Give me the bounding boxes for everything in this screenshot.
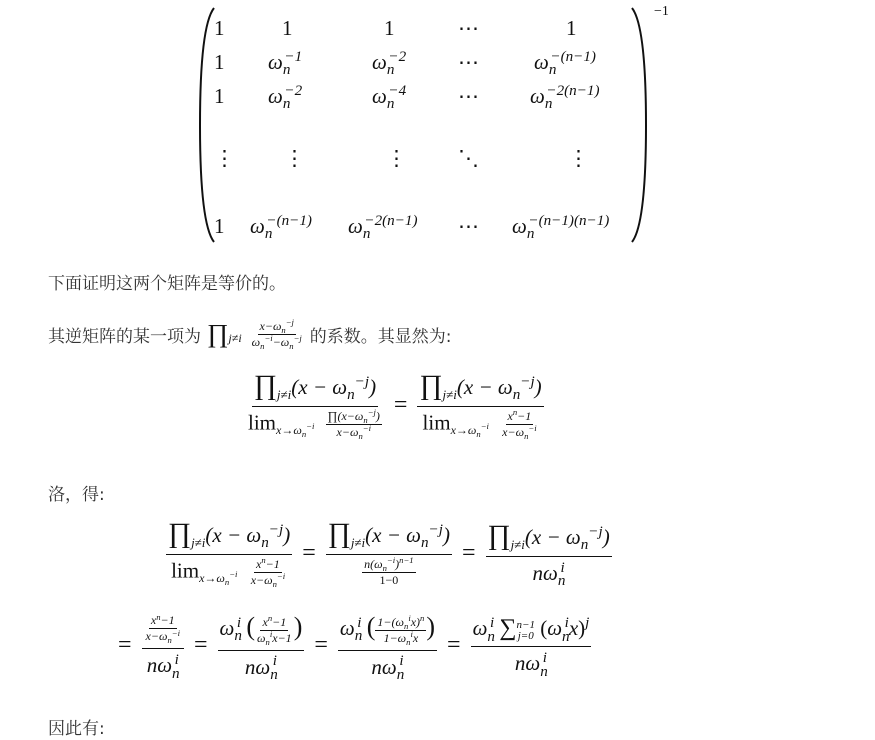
eq3-term-4: $\omega_n^i$ ∑ n−1 j=0 $(\omega_n^ix)^j$ $n\omega_n^i$ bbox=[472, 615, 590, 680]
matrix-cell-r1c1: $\omega_n^{-1}$ bbox=[268, 48, 303, 79]
inline-product-formula: ∏ j≠i $\frac{x-\omega_n^{-j}}{\omega_n^{-i}-\omega_n^{-j}}$ bbox=[207, 316, 302, 351]
eq2-term-3: $\frac{\prod_{j\ne i}(x - \omega_n^{-j})}{n\omega_n^i}$ bbox=[487, 520, 610, 590]
paragraph-coefficient-tail: 的系数。其显然为: bbox=[309, 326, 452, 347]
matrix-cell-r1c0: 1 bbox=[214, 50, 225, 74]
eq1-right-fraction: $\prod_{j\ne i}(x - \omega_n^{-j})$ $\lim_{x\to\omega_n^{-i}}$ $\frac{x^n-1}{x-\omega_n^{-i}}$ bbox=[419, 370, 542, 442]
matrix-cell-r3c3: ⋱ bbox=[458, 146, 479, 170]
matrix-cell-r4c3: ⋯ bbox=[458, 214, 479, 238]
equation-3 bbox=[118, 611, 591, 683]
inverse-matrix bbox=[196, 6, 676, 246]
eq3-term-1: $\frac{\frac{x^n-1}{x-\omega_n^{-i}}}{n\omega_n^i}$ bbox=[142, 613, 184, 678]
matrix-cell-r4c1: $\omega_n^{-(n-1)}$ bbox=[250, 212, 312, 243]
paragraph-lhopital: 洛，得: bbox=[48, 485, 105, 505]
matrix-cell-r1c3: ⋯ bbox=[458, 50, 479, 74]
paragraph-therefore: 因此有: bbox=[48, 719, 105, 739]
matrix-right-paren bbox=[628, 6, 650, 244]
eq3-equals-2: = bbox=[314, 632, 328, 659]
matrix-cell-r4c0: 1 bbox=[214, 214, 225, 238]
eq3-equals-0: = bbox=[118, 632, 132, 659]
matrix-left-paren bbox=[196, 6, 218, 244]
matrix-cell-r3c4: ⋮ bbox=[568, 146, 589, 170]
paragraph-equivalence: 下面证明这两个矩阵是等价的。 bbox=[48, 274, 286, 294]
inline-fraction: $\frac{x-\omega_n^{-j}}{\omega_n^{-i}-\omega_n^{-j}}$ bbox=[251, 316, 302, 351]
matrix-cell-r3c1: ⋮ bbox=[284, 146, 305, 170]
matrix-cell-r0c3: ⋯ bbox=[458, 16, 479, 40]
eq2-equals-2: = bbox=[461, 539, 476, 566]
matrix-cell-r0c0: 1 bbox=[214, 16, 225, 40]
matrix-cell-r2c1: $\omega_n^{-2}$ bbox=[268, 82, 303, 113]
equation-1 bbox=[246, 370, 544, 440]
matrix-cell-r0c4: 1 bbox=[566, 16, 577, 40]
product-symbol: ∏ bbox=[207, 319, 229, 348]
eq3-term-3: $\omega_n^i$ ( $\frac{1-(\omega_n^ix)^n}{1-\omega_n^ix}$ ) $n\omega_n^i$ bbox=[339, 612, 436, 683]
matrix-cell-r2c3: ⋯ bbox=[458, 84, 479, 108]
matrix-cell-r2c2: $\omega_n^{-4}$ bbox=[372, 82, 407, 113]
matrix-cell-r2c4: $\omega_n^{-2(n-1)}$ bbox=[530, 82, 600, 113]
equation-2 bbox=[166, 518, 612, 588]
paragraph-coefficient-lead: 其逆矩阵的某一项为 bbox=[48, 326, 201, 347]
eq2-term-1: $\prod_{j\ne i}(x - \omega_n^{-j})$ $\lim_{x\to\omega_n^{-i}}$ $\frac{x^n-1}{x-\omega_n^{-i}}$ bbox=[168, 518, 291, 590]
matrix-cell-r1c2: $\omega_n^{-2}$ bbox=[372, 48, 407, 79]
eq2-term-2: $\frac{\prod_{j\ne i}(x - \omega_n^{-j})}{\frac{n(\omega_n^{-i})^{n-1}}{1-0}}$ bbox=[327, 518, 450, 587]
paragraph-coefficient bbox=[48, 312, 452, 356]
matrix-cell-r4c2: $\omega_n^{-2(n-1)}$ bbox=[348, 212, 418, 243]
matrix-cell-r4c4: $\omega_n^{-(n-1)(n-1)}$ bbox=[512, 212, 610, 243]
matrix-cell-r0c2: 1 bbox=[384, 16, 395, 40]
eq2-equals-1: = bbox=[302, 539, 316, 566]
eq3-equals-3: = bbox=[447, 632, 461, 659]
eq1-left-fraction: $\prod_{j\ne i}(x - \omega_n^{-j})$ $\lim_{x\to\omega_n^{-i}}$ $\frac{\prod(x-\omega_n^{-j})}{x-\omega_n^{-i}}$ bbox=[248, 370, 380, 442]
matrix-cell-r1c4: $\omega_n^{-(n-1)}$ bbox=[534, 48, 596, 79]
matrix-cell-r3c0: ⋮ bbox=[214, 146, 235, 170]
eq3-equals-1: = bbox=[193, 632, 208, 659]
matrix-exponent: −1 bbox=[654, 4, 669, 19]
matrix-cell-r3c2: ⋮ bbox=[386, 146, 407, 170]
matrix-cell-r0c1: 1 bbox=[282, 16, 293, 40]
matrix-cell-r2c0: 1 bbox=[214, 84, 225, 108]
eq3-term-2: $\omega_n^i$ ( $\frac{x^n-1}{\omega_n^ix-1}$ ) $n\omega_n^i$ bbox=[219, 612, 303, 683]
eq1-equals: = bbox=[393, 391, 408, 418]
